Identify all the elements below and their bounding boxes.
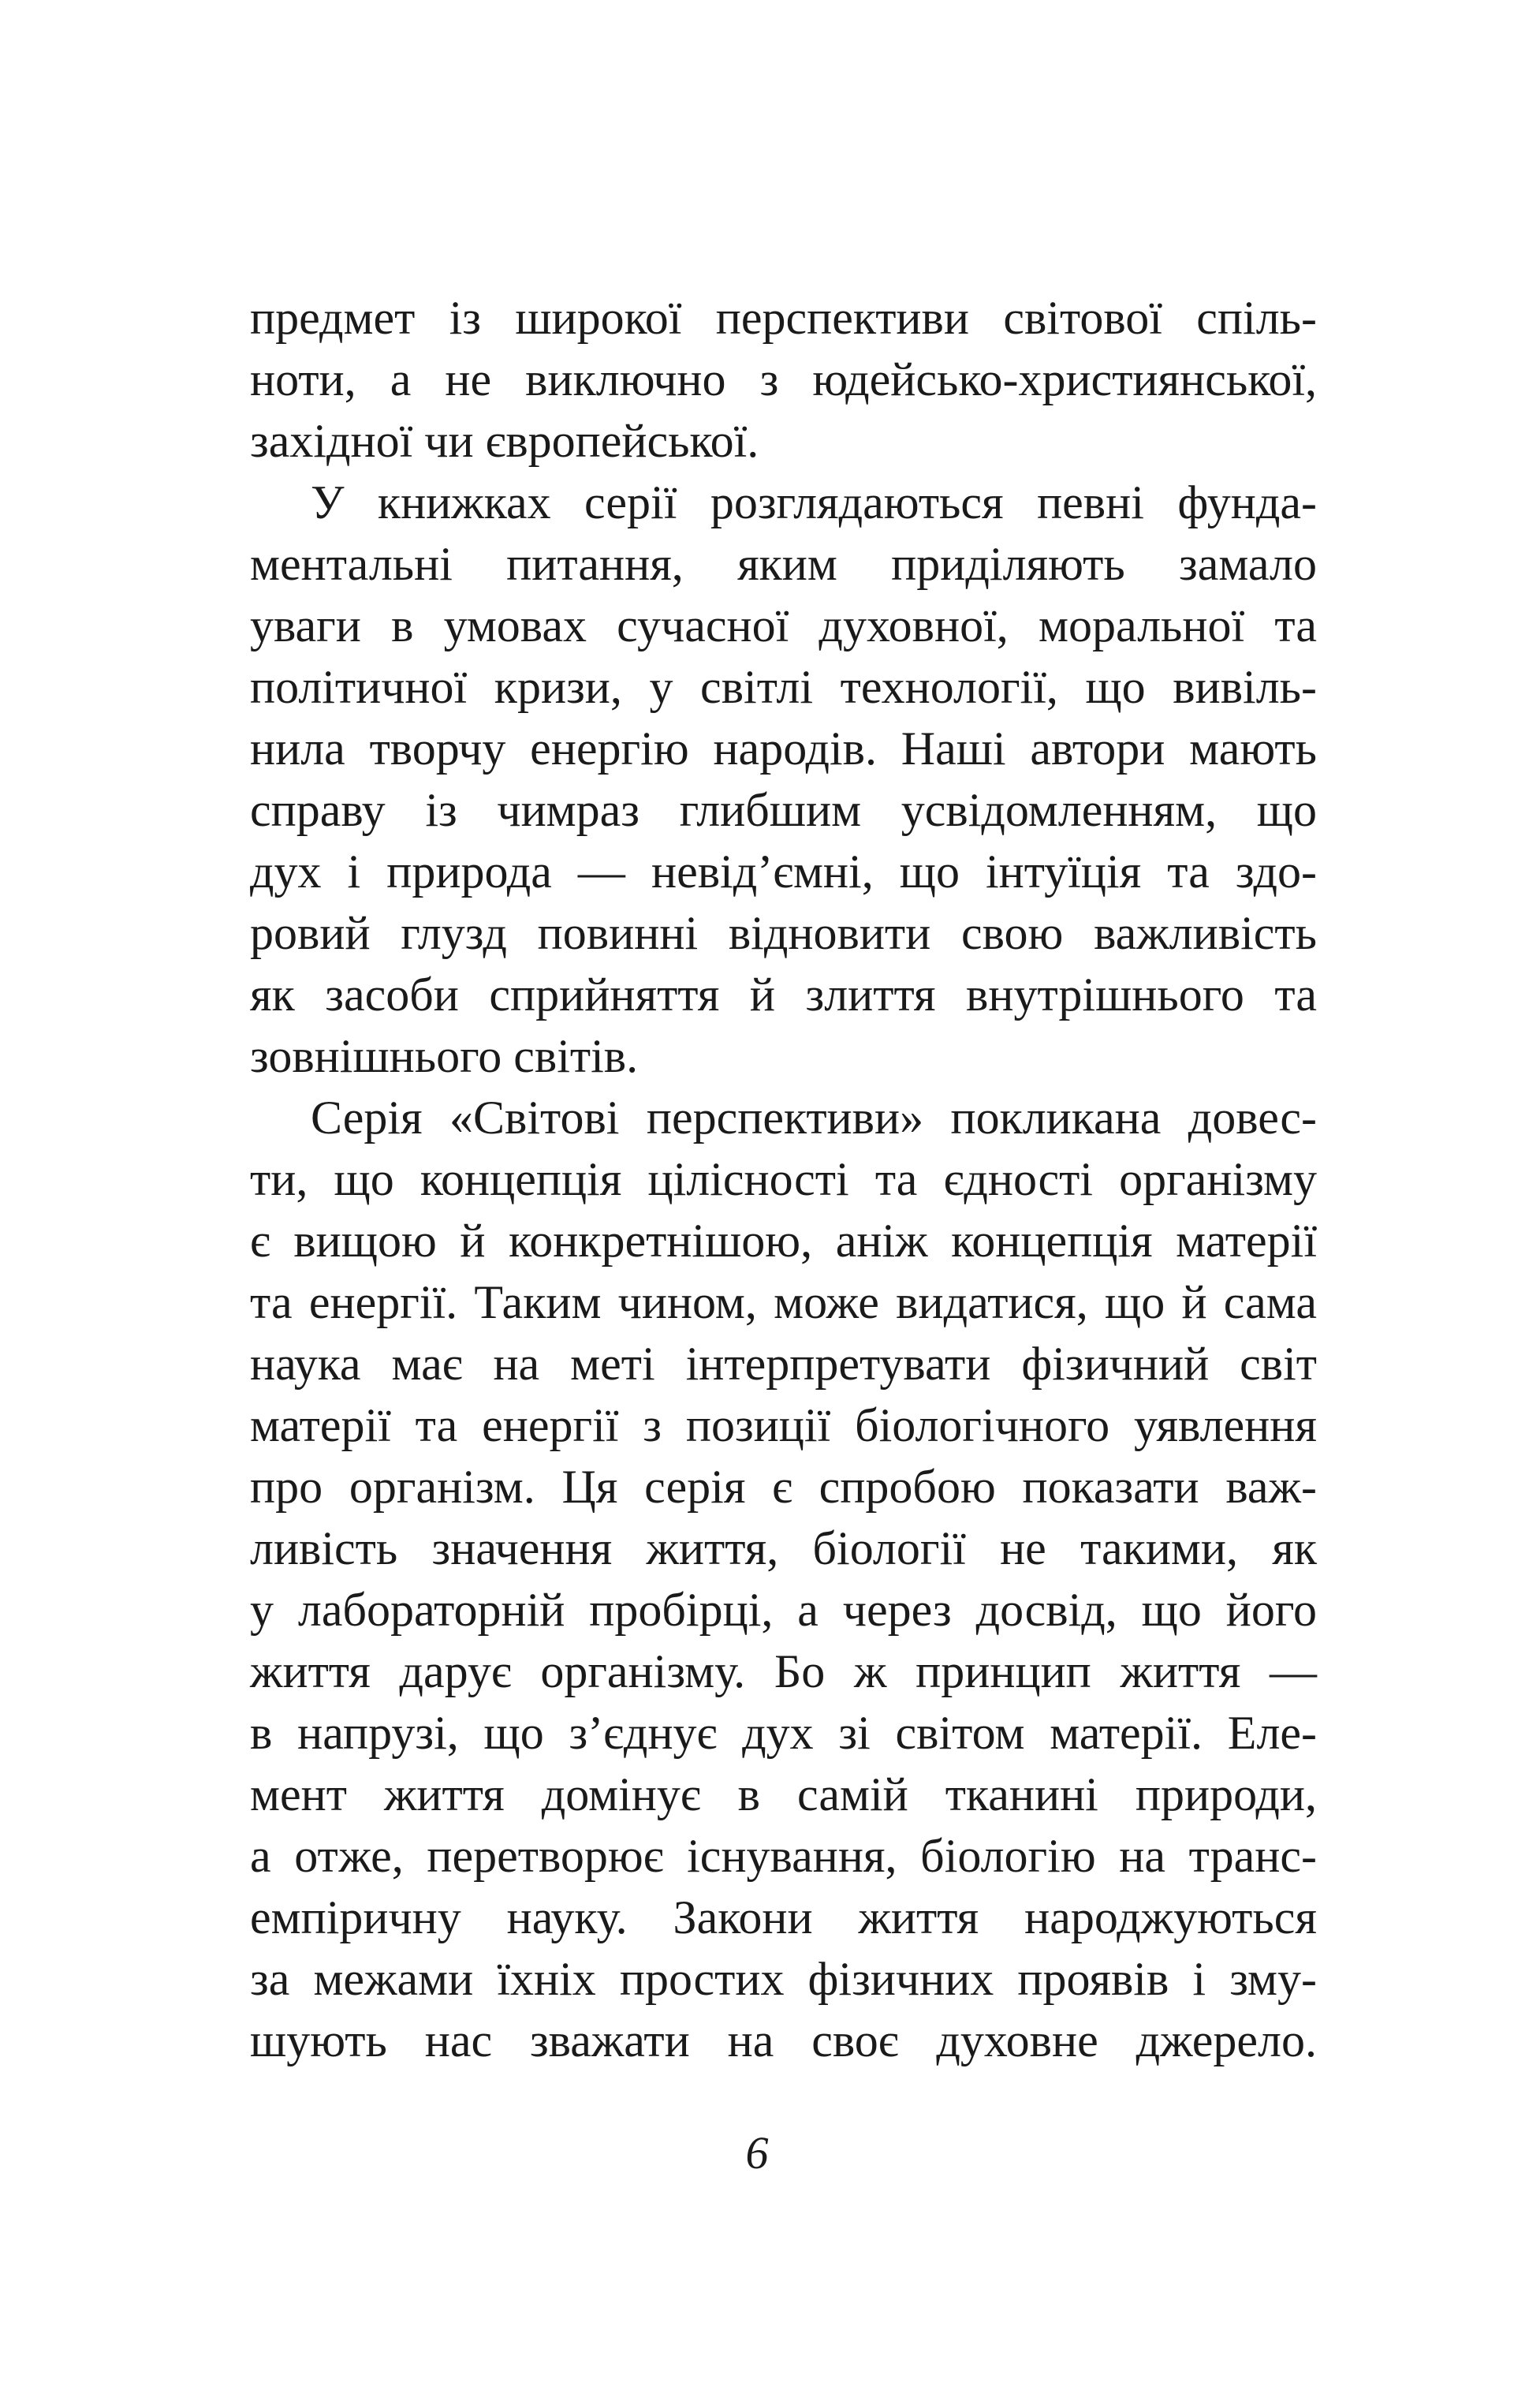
text-line: ментальні питання, яким приділяють замало xyxy=(250,538,1317,590)
text-line: дух і природа — невід’ємні, що інтуїція та здо- xyxy=(250,846,1317,898)
text-line: ноти, а не виключно з юдейсько-християнської, xyxy=(250,353,1317,405)
text-line: ливість значення життя, біології не такими, як xyxy=(250,1522,1317,1574)
text-line: про організм. Ця серія є спробою показати важ- xyxy=(250,1461,1317,1513)
text-line: зовнішнього світів. xyxy=(250,1030,639,1082)
page-number: 6 xyxy=(745,2127,769,2178)
text-line: а отже, перетворює існування, біологію на транс- xyxy=(250,1830,1317,1882)
text-line: життя дарує організму. Бо ж принцип життя — xyxy=(250,1645,1317,1697)
text-line: шують нас зважати на своє духовне джерело. xyxy=(250,2014,1317,2066)
text-line: у лабораторній пробірці, а через досвід, що його xyxy=(250,1584,1317,1636)
page-body xyxy=(250,287,1317,2071)
text-line: матерії та енергії з позиції біологічного уявлення xyxy=(250,1399,1317,1451)
text-line: нила творчу енергію народів. Наші автори мають xyxy=(250,722,1317,775)
paragraph xyxy=(250,287,1317,472)
text-line: політичної кризи, у світлі технології, що вивіль- xyxy=(250,661,1317,713)
text-line: уваги в умовах сучасної духовної, моральної та xyxy=(250,599,1317,651)
text-line: ти, що концепція цілісності та єдності організму xyxy=(250,1153,1317,1205)
paragraph xyxy=(250,1087,1317,2071)
text-line: та енергії. Таким чином, може видатися, що й сама xyxy=(250,1276,1317,1328)
text-line: У книжках серії розглядаються певні фунда- xyxy=(311,476,1317,528)
text-line: є вищою й конкретнішою, аніж концепція матерії xyxy=(250,1215,1317,1267)
paragraph xyxy=(250,472,1317,1087)
text-line: Серія «Світові перспективи» покликана довес- xyxy=(311,1092,1317,1144)
text-line: наука має на меті інтерпретувати фізичний світ xyxy=(250,1338,1317,1390)
text-line: предмет із широкої перспективи світової спіль- xyxy=(250,292,1317,344)
text-line: ровий глузд повинні відновити свою важливість xyxy=(250,907,1317,959)
text-line: справу із чимраз глибшим усвідомленням, що xyxy=(250,784,1317,836)
text-line: в напрузі, що з’єднує дух зі світом матерії. Еле- xyxy=(250,1707,1317,1759)
text-line: за межами їхніх простих фізичних проявів і зму- xyxy=(250,1953,1317,2005)
text-line: емпіричну науку. Закони життя народжуються xyxy=(250,1891,1317,1943)
text-line: як засоби сприйняття й злиття внутрішнього та xyxy=(250,969,1317,1021)
text-line: мент життя домінує в самій тканині природи, xyxy=(250,1768,1317,1820)
text-line: західної чи європейської. xyxy=(250,415,759,467)
